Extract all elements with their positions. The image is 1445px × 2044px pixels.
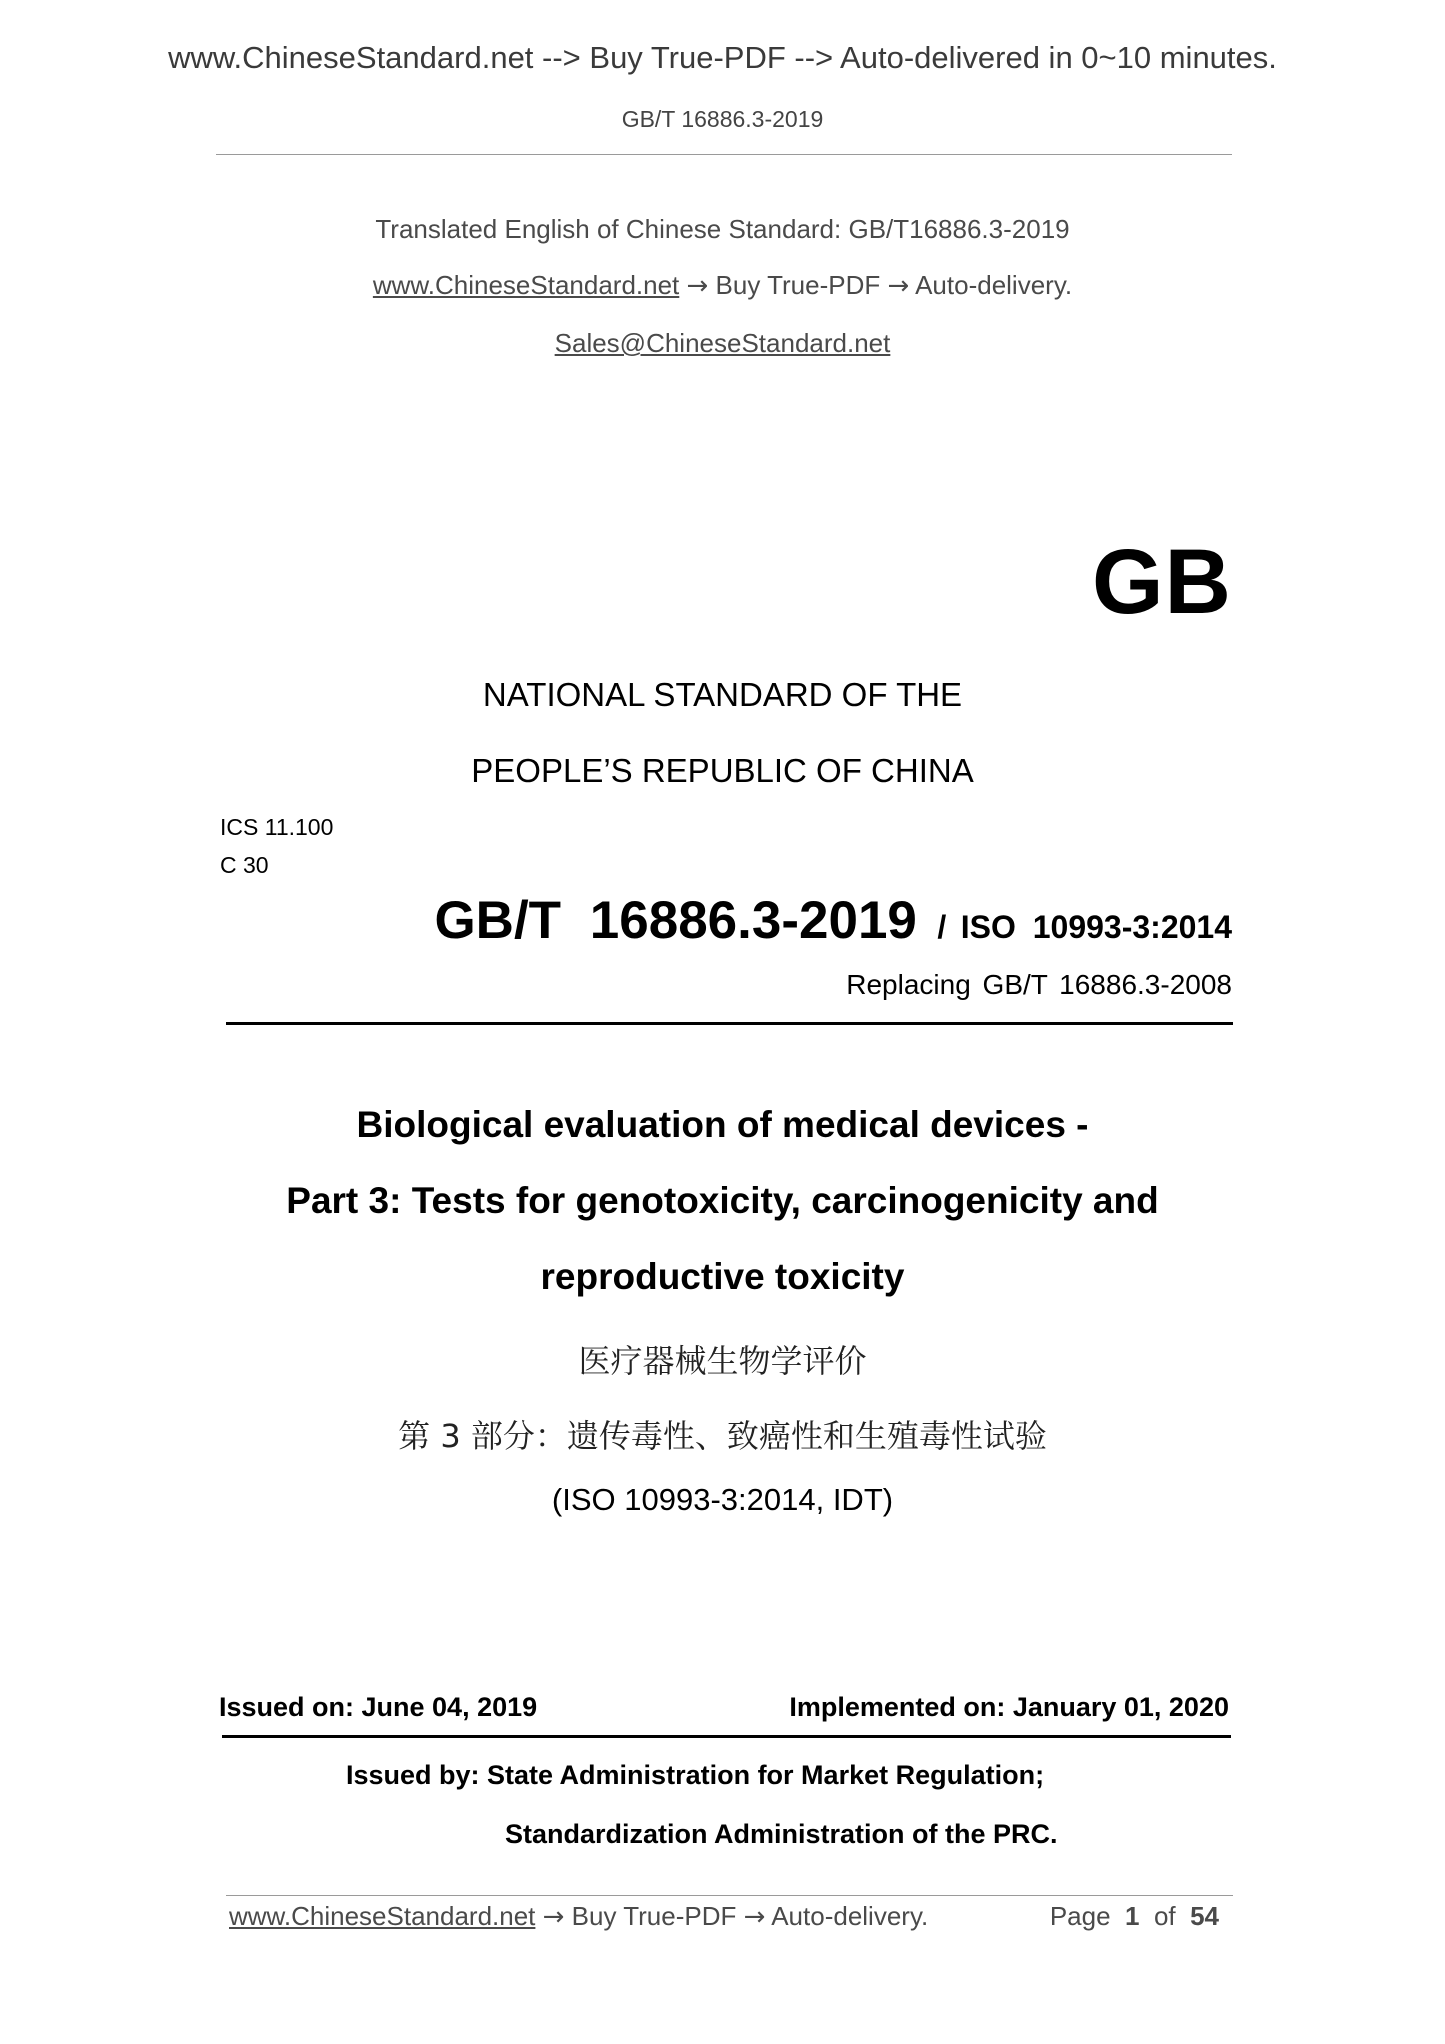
header-divider xyxy=(216,154,1232,155)
standard-number: GB/T 16886.3-2019 xyxy=(434,891,917,950)
of-label: of xyxy=(1153,1901,1176,1931)
purchase-line xyxy=(0,270,1445,301)
iso-equivalent-number: ISO 10993-3:2014 xyxy=(960,909,1232,945)
title-line-1: Biological evaluation of medical devices - xyxy=(356,1104,1089,1145)
arrow-right-icon: → xyxy=(887,271,910,301)
arrow-right-icon: → xyxy=(542,1902,565,1932)
chinese-title-line-1: 医疗器械生物学评价 xyxy=(578,1342,867,1380)
sales-email-link[interactable]: Sales@ChineseStandard.net xyxy=(554,328,891,358)
adoption-note: (ISO 10993-3:2014, IDT) xyxy=(551,1482,894,1517)
issued-date: Issued on: June 04, 2019 xyxy=(219,1692,538,1722)
issuer-line-1: Issued by: State Administration for Market Regulation; xyxy=(346,1760,1045,1790)
ics-code: ICS 11.100 xyxy=(220,814,334,840)
replacing-standard: Replacing GB/T 16886.3-2008 xyxy=(846,969,1232,1000)
header-standard-code: GB/T 16886.3-2019 xyxy=(621,106,824,132)
arrow-right-icon: → xyxy=(743,1902,766,1932)
footer-delivery-text: Auto-delivery. xyxy=(771,1901,929,1931)
page-label: Page xyxy=(1049,1901,1111,1931)
page-number: 1 xyxy=(1125,1901,1140,1931)
national-standard-line-1: NATIONAL STANDARD OF THE xyxy=(482,676,963,713)
standard-separator: / xyxy=(937,909,947,945)
national-standard-line-2: PEOPLE’S REPUBLIC OF CHINA xyxy=(471,752,974,789)
page-indicator xyxy=(1050,1901,1219,1932)
footer-site-link[interactable]: www.ChineseStandard.net xyxy=(229,1901,536,1931)
top-banner: www.ChineseStandard.net --> Buy True-PDF --> Auto-delivered in 0~10 minutes. xyxy=(168,40,1277,75)
translated-notice: Translated English of Chinese Standard: GB/T16886.3-2019 xyxy=(375,214,1070,244)
gb-logo-mark: GB xyxy=(1092,531,1232,633)
title-line-2: Part 3: Tests for genotoxicity, carcinogenicity and xyxy=(286,1180,1159,1221)
chinese-title-line-2: 第 3 部分：遗传毒性、致癌性和生殖毒性试验 xyxy=(398,1417,1047,1455)
delivery-text: Auto-delivery. xyxy=(915,270,1073,300)
footer-buy-text: Buy True-PDF xyxy=(571,1901,737,1931)
arrow-right-icon: → xyxy=(686,271,709,301)
site-link[interactable]: www.ChineseStandard.net xyxy=(372,270,680,300)
footer-divider xyxy=(226,1895,1233,1896)
buy-text: Buy True-PDF xyxy=(715,270,881,300)
title-line-3: reproductive toxicity xyxy=(540,1256,905,1297)
page-total: 54 xyxy=(1190,1901,1219,1931)
dates-divider xyxy=(222,1735,1231,1738)
footer-purchase-line xyxy=(229,1901,928,1932)
sales-email xyxy=(0,328,1445,359)
standard-number-row xyxy=(434,890,1232,951)
title-divider xyxy=(226,1022,1233,1025)
implemented-date: Implemented on: January 01, 2020 xyxy=(789,1692,1229,1722)
issuer-line-2: Standardization Administration of the PRC. xyxy=(505,1819,1058,1849)
ccs-code: C 30 xyxy=(220,852,269,878)
